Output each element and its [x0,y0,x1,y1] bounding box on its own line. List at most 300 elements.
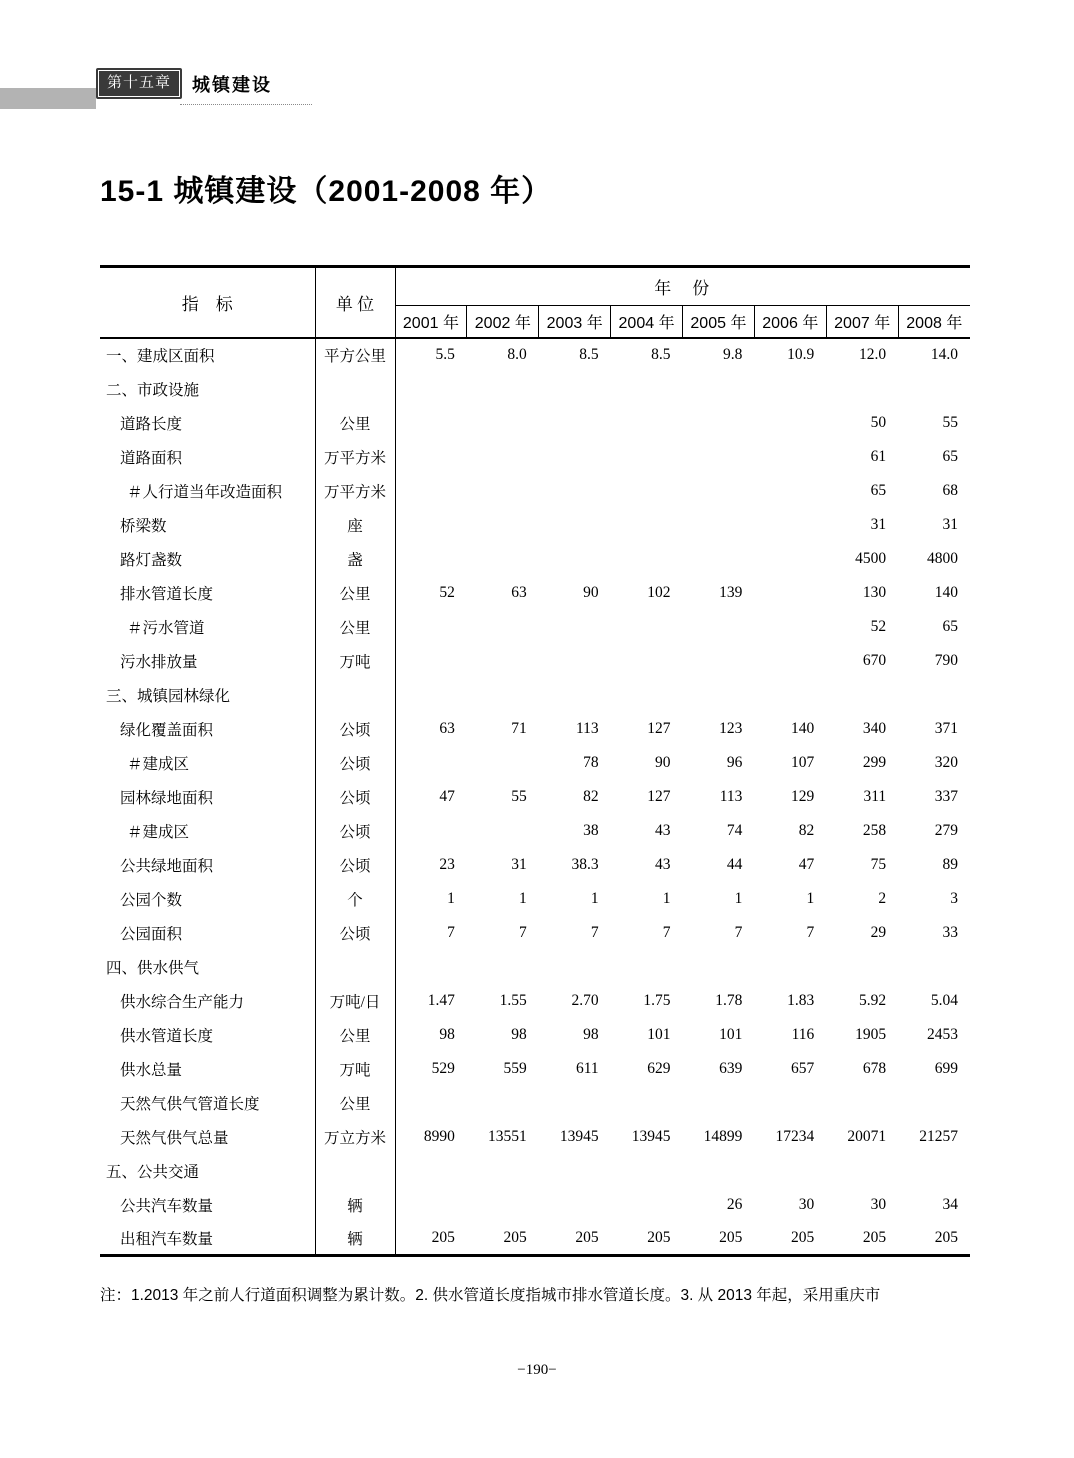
value-cell [467,372,539,406]
value-cell [395,372,467,406]
value-cell [754,610,826,644]
value-cell: 63 [511,583,527,601]
value-cell: 205 [431,1228,455,1246]
value-cell [467,440,539,474]
indicator-cell: 供水综合生产能力 [100,984,315,1018]
value-cell: 311 [863,787,887,805]
table-row [100,644,970,678]
value-cell [467,542,539,576]
value-cell [611,542,683,576]
value-cell: 699 [934,1059,958,1077]
value-cell: 611 [575,1059,599,1077]
year-group-header: 年 份 [395,267,970,306]
value-cell: 12.0 [859,346,887,363]
value-cell: 82 [798,821,815,839]
value-cell: 205 [862,1228,887,1246]
value-cell: 140 [934,583,958,601]
value-cell: 98 [583,1025,599,1043]
table-row [100,1154,970,1188]
value-cell [754,644,826,678]
value-cell: 1 [447,889,455,907]
table-row [100,780,970,814]
unit-cell: 公里 [315,1018,395,1052]
indicator-cell: 园林绿地面积 [100,780,315,814]
value-cell: 17234 [775,1127,815,1145]
indicator-cell: 公共汽车数量 [100,1188,315,1222]
footnote: 注：1.2013 年之前人行道面积调整为累计数。2. 供水管道长度指城市排水管道长度。3. 从 2013 年起，采用重庆市 [100,1287,881,1304]
header-group-row [100,267,970,306]
page-number: −190− [517,1362,557,1378]
value-cell: 89 [942,855,958,873]
value-cell: 38.3 [571,855,599,873]
table-row [100,508,970,542]
unit-cell: 平方公里 [315,338,395,372]
value-cell [754,950,826,984]
unit-cell: 公里 [315,610,395,644]
value-cell: 38 [583,821,599,839]
value-cell [754,508,826,542]
value-cell [611,372,683,406]
table-row [100,1086,970,1120]
table-row [100,1052,970,1086]
value-cell: 340 [862,719,887,737]
value-cell: 1.55 [499,991,527,1009]
value-cell: 101 [719,1025,743,1043]
value-cell: 337 [934,787,958,805]
value-cell [611,950,683,984]
value-cell: 678 [862,1059,887,1077]
value-cell: 790 [934,651,958,669]
value-cell [611,1154,683,1188]
unit-cell: 公里 [315,406,395,440]
value-cell: 5.92 [859,991,887,1009]
indicator-cell: 道路长度 [100,406,315,440]
value-cell [467,644,539,678]
value-cell [539,372,611,406]
value-cell [898,372,970,406]
value-cell: 5.04 [930,991,958,1009]
value-cell: 1.75 [643,991,671,1009]
value-cell: 98 [439,1025,455,1043]
value-cell: 82 [583,787,599,805]
indicator-cell: 五、公共交通 [100,1154,315,1188]
value-cell: 8.5 [651,346,671,363]
value-cell: 205 [934,1228,958,1246]
value-cell: 4500 [855,549,887,567]
value-cell [754,440,826,474]
value-cell [467,950,539,984]
value-cell: 113 [575,719,599,737]
table-row [100,814,970,848]
value-cell [683,610,755,644]
value-cell: 50 [870,413,887,431]
value-cell: 205 [719,1228,743,1246]
value-cell [754,576,826,610]
value-cell [826,678,898,712]
value-cell: 7 [447,923,455,941]
unit-cell: 万立方米 [315,1120,395,1154]
value-cell: 4800 [927,549,958,567]
value-cell [754,372,826,406]
value-cell: 129 [791,787,815,805]
table-row [100,882,970,916]
value-cell: 9.8 [723,346,743,363]
indicator-cell: 公园面积 [100,916,315,950]
value-cell [611,1086,683,1120]
value-cell: 130 [862,583,887,601]
table-row [100,338,970,372]
value-cell: 127 [647,719,671,737]
value-cell [539,1188,611,1222]
indicator-cell: 四、供水供气 [100,950,315,984]
value-cell: 670 [862,651,887,669]
unit-cell: 公里 [315,1086,395,1120]
value-cell: 30 [798,1195,815,1213]
indicator-cell: 供水总量 [100,1052,315,1086]
indicator-cell: 路灯盏数 [100,542,315,576]
value-cell: 116 [791,1025,815,1043]
value-cell: 123 [719,719,743,737]
value-cell: 205 [503,1228,527,1246]
indicator-cell: 道路面积 [100,440,315,474]
value-cell: 65 [942,617,958,635]
value-cell: 30 [870,1195,887,1213]
unit-cell: 公顷 [315,746,395,780]
value-cell [826,372,898,406]
value-cell: 1.83 [787,991,815,1009]
value-cell: 639 [719,1059,743,1077]
indicator-cell: 污水排放量 [100,644,315,678]
value-cell: 629 [647,1059,671,1077]
table-row [100,610,970,644]
value-cell [395,474,467,508]
table-header [100,267,970,338]
indicator-cell: 公共绿地面积 [100,848,315,882]
value-cell: 78 [583,753,599,771]
value-cell [395,440,467,474]
value-cell: 7 [662,923,671,941]
indicator-cell: 桥梁数 [100,508,315,542]
value-cell [395,406,467,440]
unit-cell: 盏 [315,542,395,576]
value-cell [539,406,611,440]
value-cell [683,1154,755,1188]
unit-cell: 公里 [315,576,395,610]
unit-header: 单 位 [315,267,395,338]
value-cell [539,950,611,984]
value-cell: 1 [519,889,527,907]
table-row [100,1188,970,1222]
value-cell [395,1086,467,1120]
value-cell: 127 [647,787,671,805]
value-cell: 7 [806,923,815,941]
table-body [100,338,970,1256]
value-cell: 14899 [703,1127,743,1145]
value-cell: 113 [719,787,743,805]
value-cell: 1 [590,889,599,907]
value-cell: 96 [726,753,743,771]
unit-cell: 公顷 [315,780,395,814]
indicator-cell: 二、市政设施 [100,372,315,406]
value-cell [395,542,467,576]
unit-cell: 万吨 [315,1052,395,1086]
table-row [100,916,970,950]
table-row [100,848,970,882]
value-cell [754,406,826,440]
value-cell [611,678,683,712]
value-cell: 33 [942,923,958,941]
value-cell: 13551 [488,1127,527,1145]
value-cell: 1.78 [715,991,743,1009]
main-table [100,265,970,1257]
value-cell [467,406,539,440]
unit-cell: 座 [315,508,395,542]
indicator-header: 指 标 [100,267,315,338]
value-cell [467,1188,539,1222]
value-cell: 47 [439,787,455,805]
value-cell: 26 [726,1195,743,1213]
table-row [100,1018,970,1052]
value-cell [395,814,467,848]
value-cell [395,1188,467,1222]
value-cell [683,542,755,576]
unit-cell: 辆 [315,1222,395,1256]
value-cell: 139 [719,583,743,601]
value-cell: 258 [862,821,887,839]
value-cell: 2.70 [571,991,599,1009]
value-cell: 21257 [919,1127,958,1145]
unit-cell: 公顷 [315,712,395,746]
value-cell [539,644,611,678]
value-cell: 47 [798,855,815,873]
value-cell [683,372,755,406]
indicator-cell: 天然气供气管道长度 [100,1086,315,1120]
table-row [100,542,970,576]
table-row [100,1222,970,1256]
value-cell: 371 [934,719,958,737]
value-cell: 205 [791,1228,815,1246]
value-cell [539,542,611,576]
chapter-header [96,68,272,99]
unit-cell [315,950,395,984]
unit-cell: 万吨/日 [315,984,395,1018]
table-row [100,950,970,984]
unit-cell: 万平方米 [315,440,395,474]
value-cell: 55 [511,787,527,805]
value-cell: 5.5 [435,346,455,363]
value-cell: 61 [870,447,887,465]
value-cell [683,440,755,474]
value-cell: 75 [870,855,887,873]
value-cell: 1 [806,889,815,907]
value-cell [395,746,467,780]
value-cell: 101 [647,1025,671,1043]
value-cell: 63 [439,719,455,737]
value-cell: 44 [726,855,743,873]
value-cell: 55 [942,413,958,431]
value-cell [467,508,539,542]
value-cell: 279 [934,821,958,839]
table-row [100,1120,970,1154]
value-cell [683,508,755,542]
table-row [100,440,970,474]
year-header: 2001 年 [395,306,467,338]
indicator-cell: ＃人行道当年改造面积 [100,474,315,508]
unit-cell: 公顷 [315,848,395,882]
value-cell: 8.5 [579,346,599,363]
indicator-cell: 绿化覆盖面积 [100,712,315,746]
value-cell: 8990 [423,1127,455,1145]
value-cell [539,678,611,712]
year-header: 2002 年 [467,306,539,338]
unit-cell: 万平方米 [315,474,395,508]
value-cell: 1 [662,889,671,907]
value-cell [826,1086,898,1120]
value-cell: 7 [734,923,743,941]
value-cell: 52 [870,617,887,635]
value-cell: 43 [655,821,671,839]
value-cell: 559 [503,1059,527,1077]
value-cell [611,406,683,440]
unit-cell: 万吨 [315,644,395,678]
value-cell [611,508,683,542]
unit-cell: 公顷 [315,814,395,848]
table-row [100,372,970,406]
value-cell: 3 [950,889,958,907]
value-cell [754,542,826,576]
indicator-cell: 天然气供气总量 [100,1120,315,1154]
value-cell: 71 [511,719,527,737]
indicator-cell: ＃建成区 [100,814,315,848]
indicator-cell: 三、城镇园林绿化 [100,678,315,712]
value-cell: 1905 [855,1025,887,1043]
value-cell: 31 [942,515,958,533]
value-cell: 31 [870,515,887,533]
value-cell [467,746,539,780]
value-cell [539,440,611,474]
value-cell [539,1154,611,1188]
indicator-cell: 公园个数 [100,882,315,916]
table-row [100,678,970,712]
value-cell [467,678,539,712]
value-cell [611,440,683,474]
value-cell [611,610,683,644]
chapter-title: 城镇建设 [192,74,273,95]
year-header: 2004 年 [611,306,683,338]
indicator-cell: 一、建成区面积 [100,338,315,372]
unit-cell [315,1154,395,1188]
year-header: 2003 年 [539,306,611,338]
value-cell: 7 [590,923,599,941]
value-cell: 98 [511,1025,527,1043]
chapter-badge: 第十五章 [96,68,182,99]
value-cell [539,1086,611,1120]
value-cell: 43 [655,855,671,873]
unit-cell: 辆 [315,1188,395,1222]
value-cell [539,474,611,508]
value-cell [683,950,755,984]
value-cell [683,644,755,678]
value-cell [467,610,539,644]
indicator-cell: 出租汽车数量 [100,1222,315,1256]
value-cell [826,1154,898,1188]
value-cell: 2453 [927,1025,958,1043]
value-cell [467,1154,539,1188]
value-cell: 1.47 [427,991,455,1009]
value-cell [395,644,467,678]
value-cell [467,814,539,848]
value-cell: 68 [942,481,958,499]
value-cell: 205 [647,1228,671,1246]
page-title: 15-1 城镇建设（2001-2008 年） [100,175,553,208]
value-cell: 34 [942,1195,958,1213]
value-cell [754,678,826,712]
value-cell: 14.0 [930,346,958,363]
value-cell [395,610,467,644]
value-cell [754,1154,826,1188]
value-cell [467,1086,539,1120]
value-cell [683,406,755,440]
value-cell: 657 [791,1059,815,1077]
value-cell: 13945 [631,1127,671,1145]
indicator-cell: 供水管道长度 [100,1018,315,1052]
value-cell [898,950,970,984]
value-cell [611,1188,683,1222]
value-cell: 529 [431,1059,455,1077]
unit-cell: 个 [315,882,395,916]
value-cell [395,950,467,984]
value-cell: 10.9 [787,346,815,363]
unit-cell [315,678,395,712]
value-cell: 90 [655,753,671,771]
value-cell [395,1154,467,1188]
unit-cell: 公顷 [315,916,395,950]
value-cell [826,950,898,984]
value-cell [539,610,611,644]
chapter-underline [180,104,312,105]
value-cell: 7 [519,923,527,941]
value-cell: 65 [942,447,958,465]
value-cell: 1 [734,889,743,907]
value-cell [683,678,755,712]
table-row [100,576,970,610]
table-row [100,474,970,508]
year-header: 2006 年 [754,306,826,338]
value-cell: 31 [511,855,527,873]
value-cell: 299 [862,753,887,771]
value-cell: 90 [583,583,599,601]
indicator-cell: ＃污水管道 [100,610,315,644]
value-cell [898,1154,970,1188]
value-cell: 74 [726,821,743,839]
value-cell: 29 [870,923,887,941]
table-row [100,712,970,746]
value-cell [539,508,611,542]
table-row [100,406,970,440]
value-cell [898,1086,970,1120]
value-cell: 140 [791,719,815,737]
value-cell: 320 [934,753,958,771]
table-row [100,746,970,780]
value-cell [754,474,826,508]
left-gray-strip [0,88,96,109]
year-header: 2008 年 [906,314,963,332]
value-cell: 205 [575,1228,599,1246]
value-cell [611,644,683,678]
value-cell [683,1086,755,1120]
value-cell: 8.0 [507,346,527,363]
indicator-cell: ＃建成区 [100,746,315,780]
